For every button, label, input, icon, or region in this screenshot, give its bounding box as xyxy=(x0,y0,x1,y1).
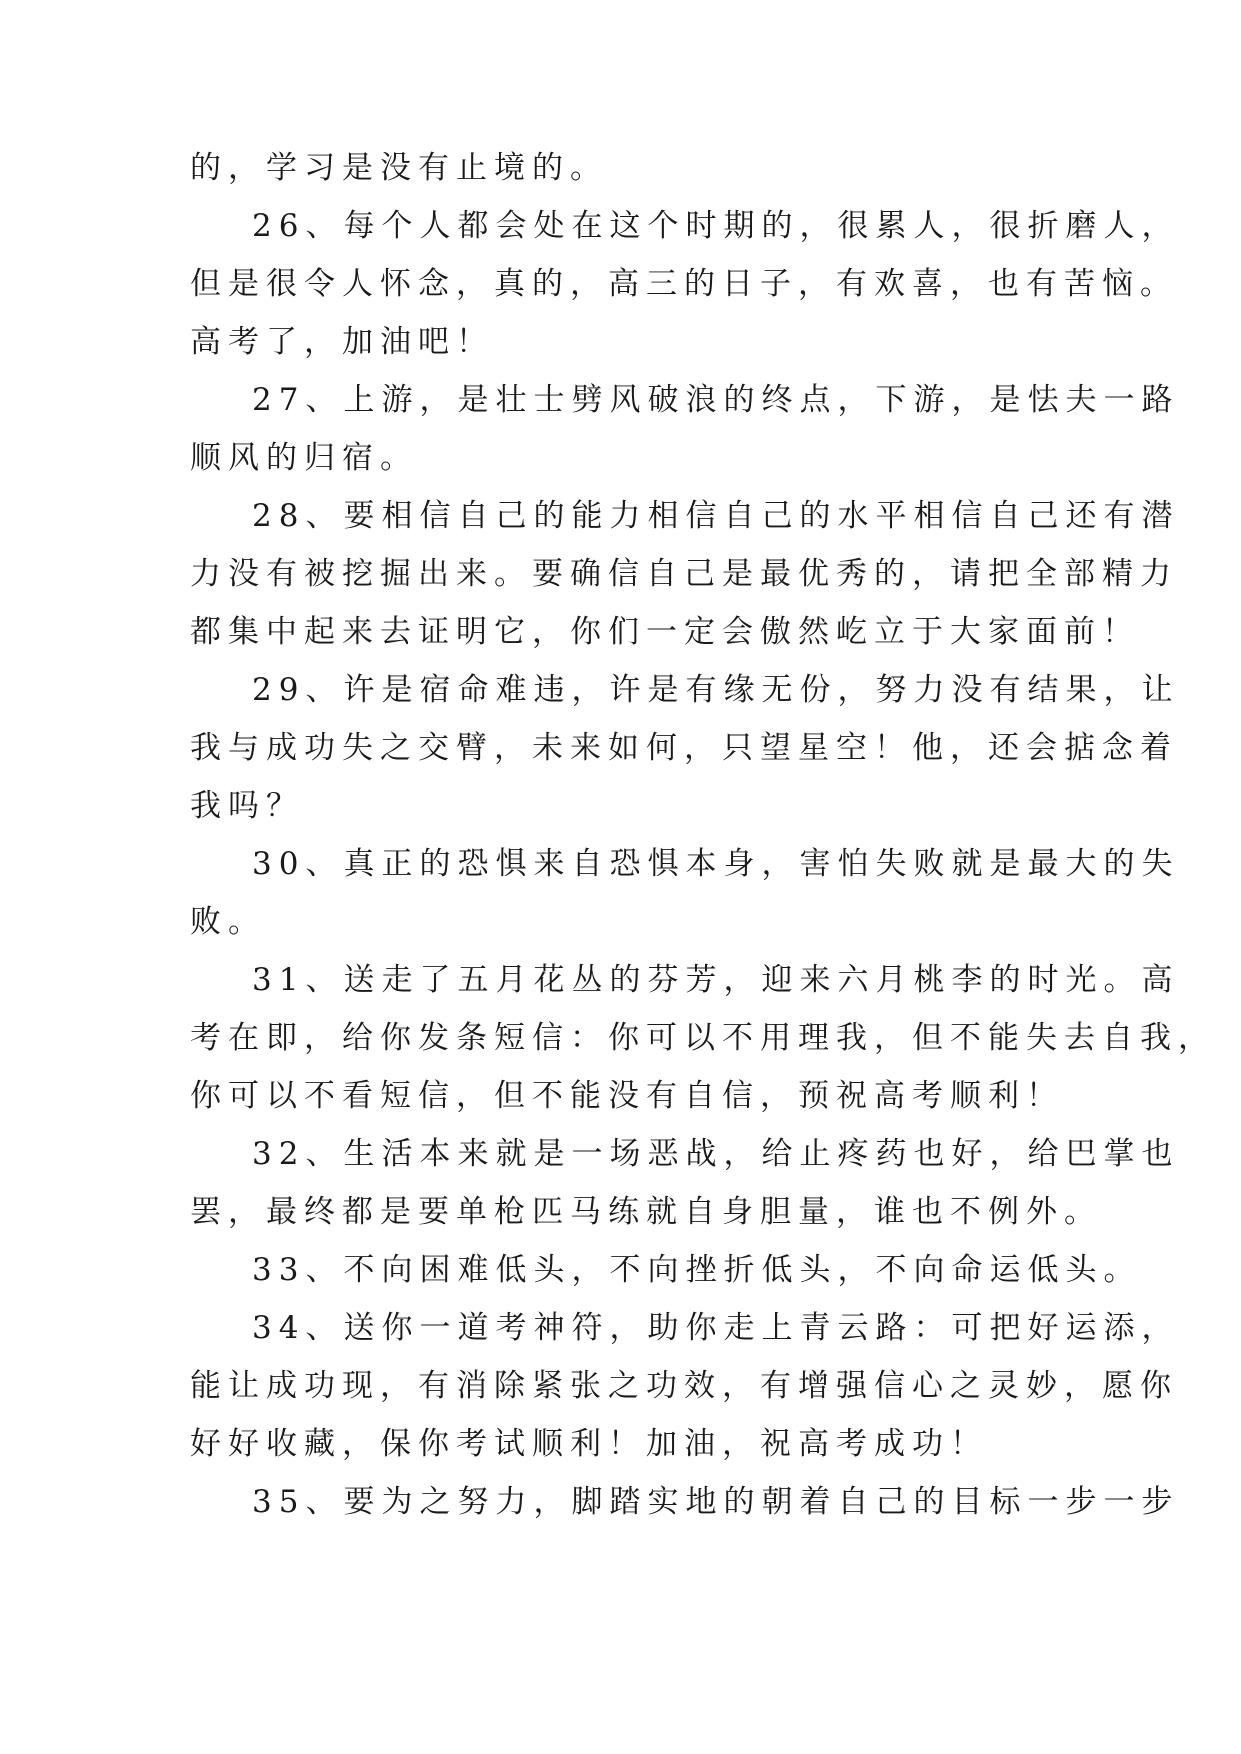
text-line: 好好收藏，保你考试顺利！加油，祝高考成功！ xyxy=(190,1426,988,1462)
text-line: 但是很令人怀念，真的，高三的日子，有欢喜，也有苦恼。 xyxy=(190,266,1178,302)
text-line: 罢，最终都是要单枪匹马练就自身胆量，谁也不例外。 xyxy=(190,1194,1102,1230)
text-line: 的，学习是没有止境的。 xyxy=(190,150,608,186)
text-line: 你可以不看短信，但不能没有自信，预祝高考顺利！ xyxy=(190,1078,1064,1114)
paragraph-32-line: 32、生活本来就是一场恶战，给止疼药也好，给巴掌也 xyxy=(252,1136,1180,1172)
text-line: 考在即，给你发条短信：你可以不用理我，但不能失去自我， xyxy=(190,1020,1216,1056)
paragraph-31-line: 31、送走了五月花丛的芬芳，迎来六月桃李的时光。高 xyxy=(252,962,1180,998)
paragraph-33-line: 33、不向困难低头，不向挫折低头，不向命运低头。 xyxy=(252,1252,1142,1288)
text-line: 我吗？ xyxy=(190,788,304,824)
text-line: 我与成功失之交臂，未来如何，只望星空！他，还会掂念着 xyxy=(190,730,1178,766)
text-line: 败。 xyxy=(190,904,266,940)
paragraph-28-line: 28、要相信自己的能力相信自己的水平相信自己还有潜 xyxy=(252,498,1180,534)
paragraph-30-line: 30、真正的恐惧来自恐惧本身，害怕失败就是最大的失 xyxy=(252,846,1180,882)
text-line: 高考了，加油吧！ xyxy=(190,324,494,360)
text-line: 力没有被挖掘出来。要确信自己是最优秀的，请把全部精力 xyxy=(190,556,1178,592)
paragraph-27-line: 27、上游，是壮士劈风破浪的终点，下游，是怯夫一路 xyxy=(252,382,1180,418)
paragraph-35-line: 35、要为之努力，脚踏实地的朝着自己的目标一步一步 xyxy=(252,1484,1180,1520)
text-line: 顺风的归宿。 xyxy=(190,440,418,476)
text-line: 能让成功现，有消除紧张之功效，有增强信心之灵妙，愿你 xyxy=(190,1368,1178,1404)
paragraph-34-line: 34、送你一道考神符，助你走上青云路：可把好运添， xyxy=(252,1310,1180,1346)
text-line: 都集中起来去证明它，你们一定会傲然屹立于大家面前！ xyxy=(190,614,1140,650)
paragraph-26-line: 26、每个人都会处在这个时期的，很累人，很折磨人， xyxy=(252,208,1180,244)
paragraph-29-line: 29、许是宿命难违，许是有缘无份，努力没有结果，让 xyxy=(252,672,1180,708)
